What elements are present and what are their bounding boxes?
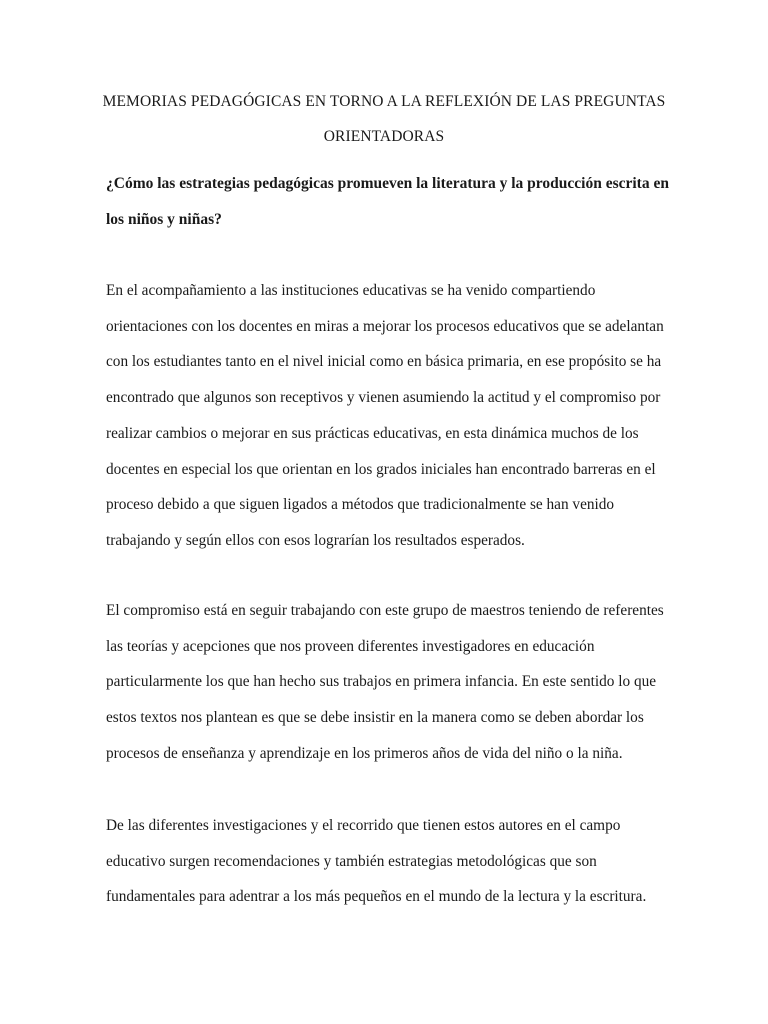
guiding-question (106, 166, 676, 238)
paragraph-2 (106, 593, 676, 772)
question-line: ¿Cómo las estrategias pedagógicas promueven la literatura y la producción escrita en (106, 175, 669, 192)
paragraph-line: En el acompañamiento a las instituciones educativas se ha venido compartiendo (106, 282, 596, 299)
paragraph-line: con los estudiantes tanto en el nivel inicial como en básica primaria, en ese propósito se ha (106, 353, 662, 371)
paragraph-line: El compromiso está en seguir trabajando con este grupo de maestros teniendo de referentes (106, 602, 664, 619)
paragraph-line: proceso debido a que siguen ligados a métodos que tradicionalmente se han venido (106, 496, 615, 514)
paragraph-line: orientaciones con los docentes en miras a mejorar los procesos educativos que se adelantan (106, 317, 664, 335)
question-line: los niños y niñas? (106, 211, 222, 228)
paragraph-line: procesos de enseñanza y aprendizaje en los primeros años de vida del niño o la niña. (106, 744, 623, 762)
paragraph-line: realizar cambios o mejorar en sus prácticas educativas, en esta dinámica muchos de los (106, 424, 639, 442)
paragraph-line: trabajando y según ellos con esos lograrían los resultados esperados. (106, 531, 525, 549)
document-title-line-1: MEMORIAS PEDAGÓGICAS EN TORNO A LA REFLEXIÓN DE LAS PREGUNTAS (102, 93, 666, 110)
paragraph-line: fundamentales para adentrar a los más pequeños en el mundo de la lectura y la escritura. (106, 888, 647, 906)
paragraph-line: docentes en especial los que orientan en los grados iniciales han encontrado barreras en el (106, 460, 656, 478)
paragraph-line: educativo surgen recomendaciones y también estrategias metodológicas que son (106, 852, 597, 870)
paragraph-line: las teorías y acepciones que nos proveen diferentes investigadores en educación (106, 637, 595, 655)
paragraph-1 (106, 273, 676, 559)
paragraph-line: estos textos nos plantean es que se debe insistir en la manera como se deben abordar los (106, 709, 644, 727)
paragraph-line: particularmente los que han hecho sus trabajos en primera infancia. En este sentido lo que (106, 673, 657, 691)
paragraph-line: encontrado que algunos son receptivos y vienen asumiendo la actitud y el compromiso por (106, 389, 661, 407)
paragraph-3 (106, 808, 676, 915)
paragraph-line: De las diferentes investigaciones y el recorrido que tienen estos autores en el campo (106, 817, 621, 834)
document-title-line-2: ORIENTADORAS (323, 128, 445, 145)
